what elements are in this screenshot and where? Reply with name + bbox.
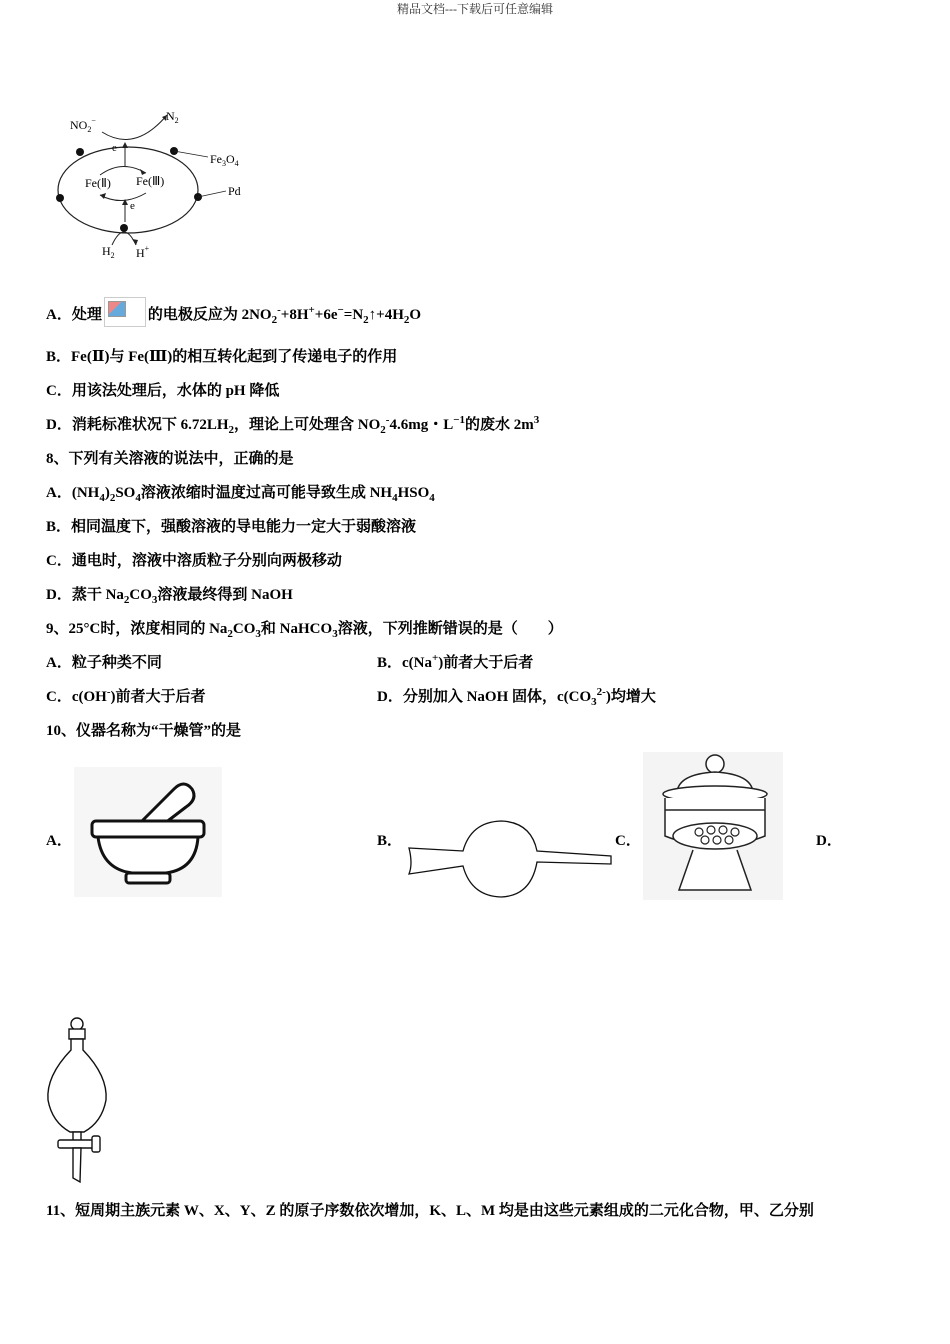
q8-option-b: B．相同温度下，强酸溶液的导电能力一定大于弱酸溶液 (46, 519, 417, 535)
electron-transfer-diagram (50, 105, 260, 265)
q9-option-b: B．c(Na+)前者大于后者 (377, 652, 534, 671)
hplus-label: H+ (136, 244, 150, 260)
fe3-label: Fe(Ⅲ) (136, 174, 165, 188)
q10-option-c-label: C． (615, 833, 641, 849)
pd-label: Pd (228, 184, 241, 198)
n2-label: $N_2$ (166, 109, 179, 125)
desiccator-icon (643, 752, 783, 900)
q7-option-d: D．消耗标准状况下 $6.72LH_2$，理论上可处理含 $NO_2^-4.6mg$・$L^{-1}$的废水 $2m^3$ (46, 414, 540, 436)
q7-option-c: C．用该法处理后，水体的 pH 降低 (46, 383, 280, 399)
h2-label: $H_2$ (102, 244, 115, 260)
q7-option-a: A．处理 的电极反应为 $2NO_2^-+8H^++6e^-=N_2↑+4H_2O$ (46, 297, 421, 327)
q10-stem: 10、仪器名称为“干燥管”的是 (46, 723, 242, 739)
separatory-funnel-icon (40, 1016, 116, 1184)
q9-option-c: C．c(OH-)前者大于后者 (46, 686, 206, 705)
fe2-label: Fe(Ⅱ) (85, 176, 111, 190)
page-header: 精品文档---下载后可任意编辑 (397, 2, 553, 16)
pd-dot (120, 224, 128, 232)
fe3o4-dot (76, 148, 84, 156)
fe-cycle-arrow (100, 193, 146, 201)
mortar-and-pestle-icon (74, 767, 222, 897)
q8-stem: 8、下列有关溶液的说法中，正确的是 (46, 451, 294, 467)
q11-stem: 11、短周期主族元素 W、X、Y、Z 的原子序数依次增加，K、L、M 均是由这些元素组成的二元化合物，甲、乙分别 (46, 1203, 814, 1219)
q9-option-d: D．分别加入 NaOH 固体，$c(CO_3^{2-})$均增大 (377, 686, 656, 708)
catalyst-ellipse (58, 147, 198, 233)
q8-option-d: D．蒸干 $Na_2CO_3$溶液最终得到 NaOH (46, 587, 293, 606)
pd-dot (56, 194, 64, 202)
broken-image-icon (104, 297, 146, 327)
q10-option-d-label: D． (816, 833, 842, 849)
electron-label-bottom: e (130, 200, 135, 212)
q9-stem: 9、25°C时，浓度相同的 $Na_2CO_3$和 NaHCO$_3$溶液，下列推断错误的是（ ） (46, 621, 563, 640)
q8-option-c: C．通电时，溶液中溶质粒子分别向两极移动 (46, 553, 342, 569)
electron-label-top: e (112, 142, 117, 154)
q10-option-a-label: A． (46, 833, 72, 849)
reduction-arrow (102, 115, 167, 139)
q8-option-a: A．$(NH_4)_2SO_4$溶液浓缩时温度过高可能导致生成 $NH_4HSO_4$ (46, 485, 435, 504)
fe3o4-label: $Fe_3O_4$ (210, 152, 239, 168)
q10-option-b-label: B． (377, 833, 403, 849)
q9-option-a: A．粒子种类不同 (46, 655, 162, 671)
q7-option-b: B．Fe(Ⅱ)与 Fe(Ⅲ)的相互转化起到了传递电子的作用 (46, 349, 398, 365)
bulb-tube-icon (405, 818, 615, 900)
no2-label: $NO_2^-$ (70, 116, 96, 134)
oxidation-arrow (112, 232, 136, 245)
